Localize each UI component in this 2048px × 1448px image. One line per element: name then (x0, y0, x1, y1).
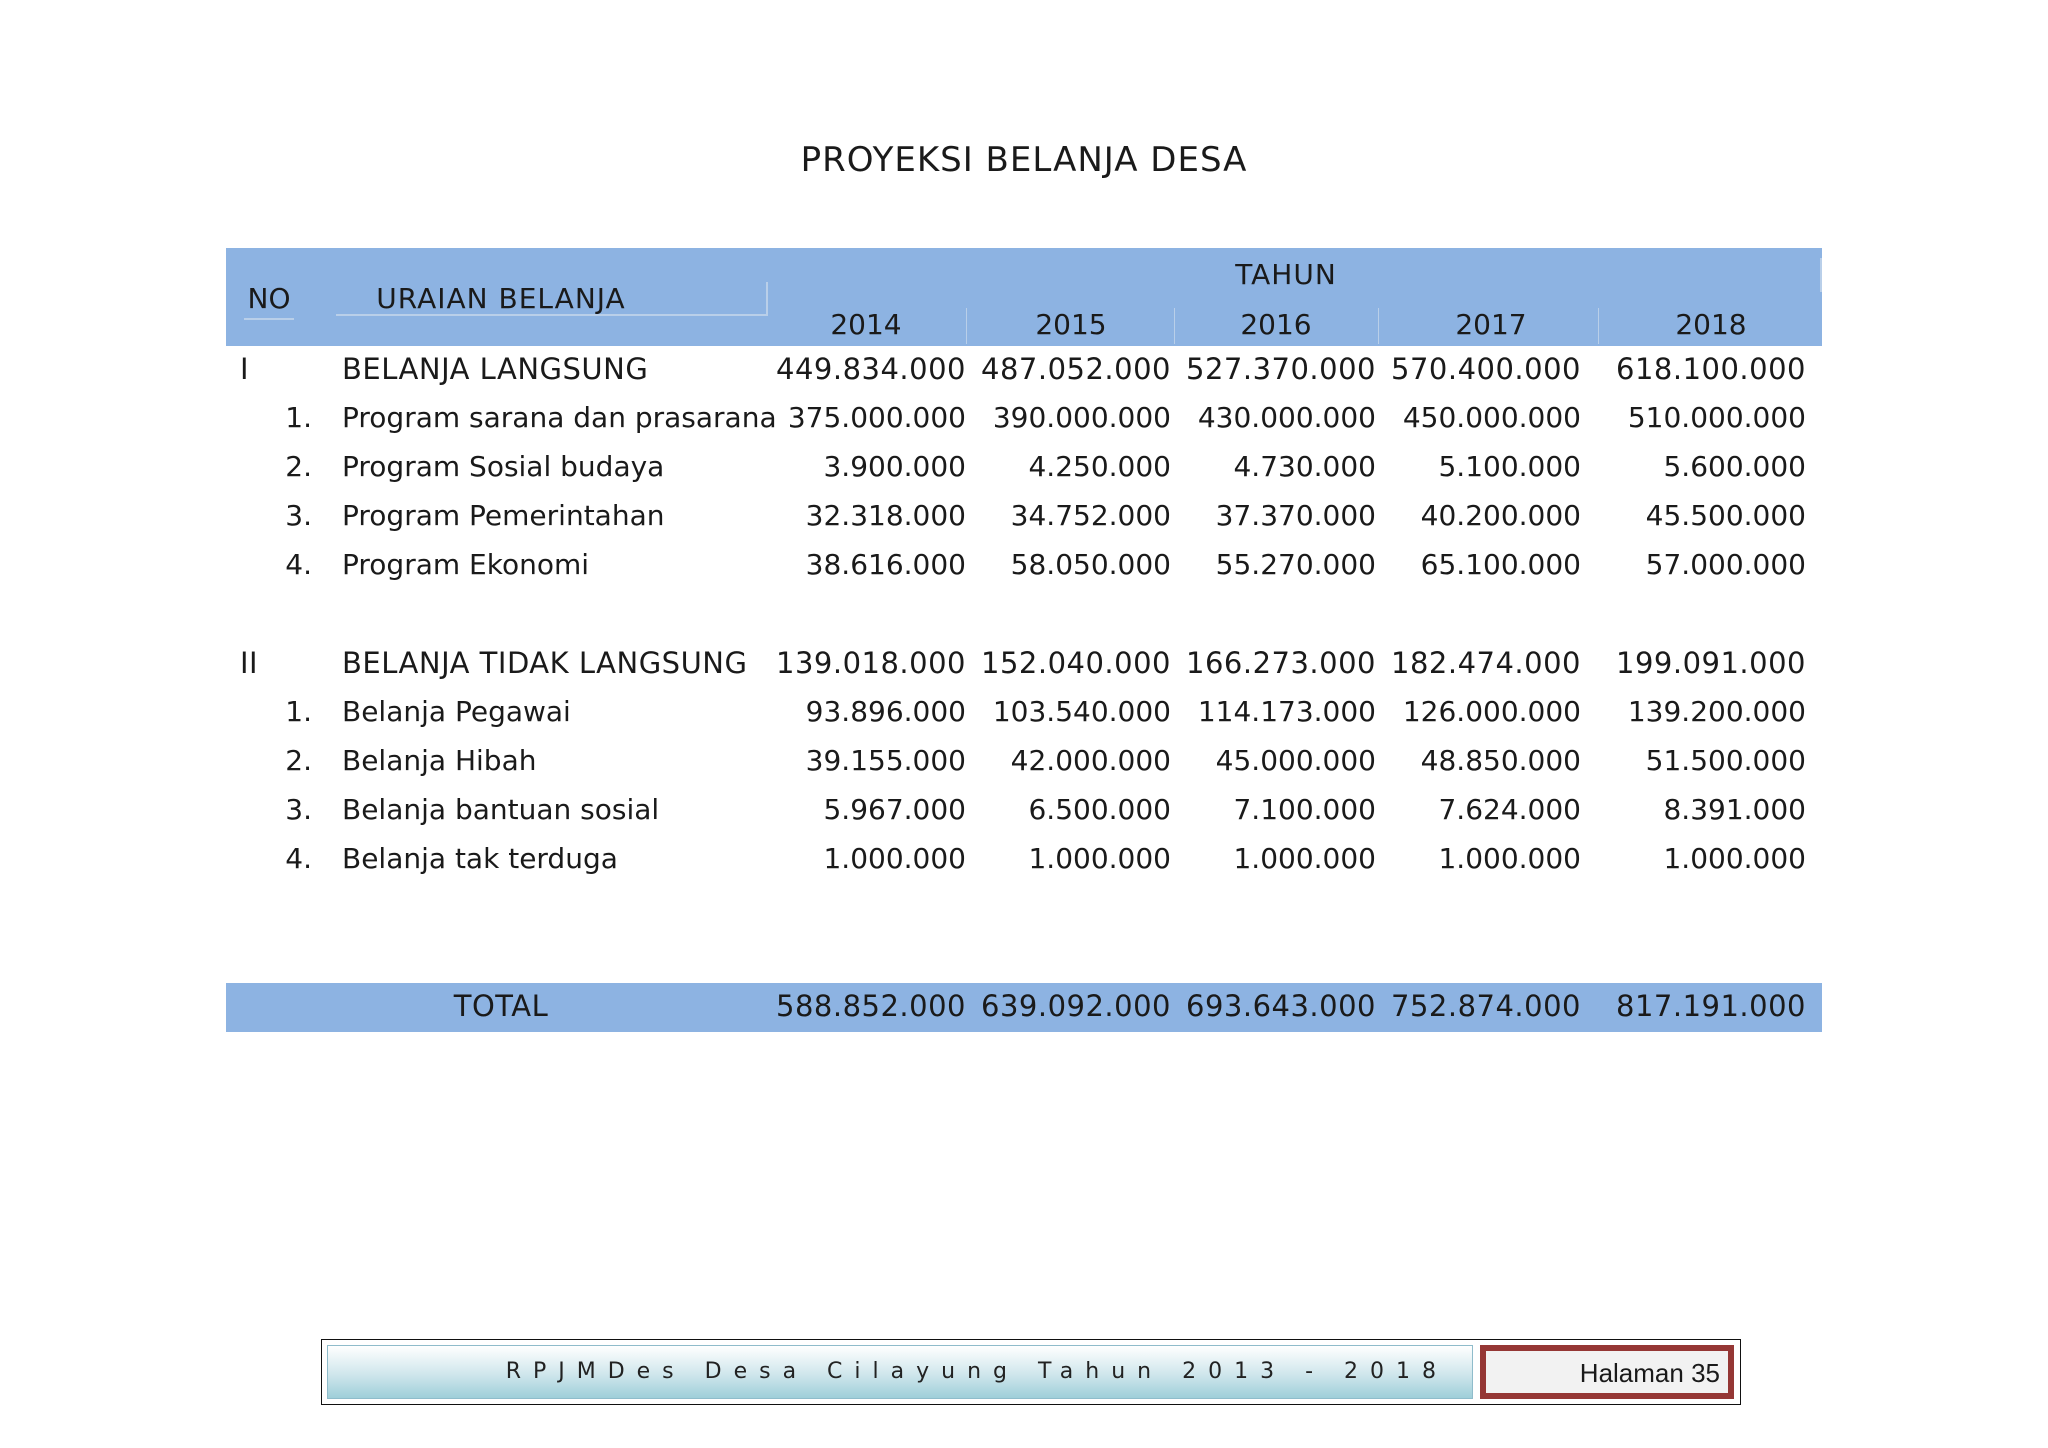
table-row-section (226, 640, 1822, 689)
row-value: 57.000.000 (1645, 548, 1806, 581)
row-label: Program Ekonomi (342, 548, 590, 581)
header-year: 2016 (1240, 308, 1312, 341)
row-value: 103.540.000 (992, 695, 1171, 728)
table-row (226, 689, 1822, 738)
table-row (226, 836, 1822, 885)
total-value: 817.191.000 (1616, 989, 1806, 1023)
total-value: 639.092.000 (981, 989, 1171, 1023)
row-value: 93.896.000 (805, 695, 966, 728)
row-no: II (240, 646, 259, 680)
table-row (226, 542, 1822, 591)
row-value: 199.091.000 (1616, 646, 1806, 680)
header-uraian: URAIAN BELANJA (376, 282, 626, 315)
budget-table (226, 248, 1822, 1032)
row-spacer (226, 591, 1822, 640)
table-row-section (226, 346, 1822, 395)
row-no: 4. (285, 842, 312, 875)
total-value: 693.643.000 (1186, 989, 1376, 1023)
page-footer (321, 1339, 1741, 1405)
row-value: 1.000.000 (1663, 842, 1806, 875)
row-no: 1. (285, 401, 312, 434)
footer-text: RPJMDes Desa Cilayung Tahun 2013 - 2018 (505, 1359, 1448, 1384)
page-number-box (1480, 1345, 1734, 1399)
row-value: 487.052.000 (981, 352, 1171, 386)
row-value: 570.400.000 (1391, 352, 1581, 386)
row-value: 430.000.000 (1197, 401, 1376, 434)
row-label: BELANJA LANGSUNG (342, 352, 649, 386)
row-value: 5.100.000 (1438, 450, 1581, 483)
row-value: 51.500.000 (1645, 744, 1806, 777)
row-value: 4.250.000 (1028, 450, 1171, 483)
row-spacer (226, 885, 1822, 983)
row-value: 5.967.000 (823, 793, 966, 826)
header-no: NO (247, 282, 291, 315)
row-value: 6.500.000 (1028, 793, 1171, 826)
row-no: 3. (285, 793, 312, 826)
row-value: 152.040.000 (981, 646, 1171, 680)
row-value: 42.000.000 (1010, 744, 1171, 777)
row-value: 8.391.000 (1663, 793, 1806, 826)
row-value: 1.000.000 (1028, 842, 1171, 875)
row-value: 34.752.000 (1010, 499, 1171, 532)
page-number: Halaman 35 (1579, 1358, 1720, 1388)
row-value: 139.018.000 (776, 646, 966, 680)
total-label: TOTAL (453, 989, 549, 1023)
table-row (226, 738, 1822, 787)
row-value: 5.600.000 (1663, 450, 1806, 483)
row-no: I (240, 352, 250, 386)
row-value: 166.273.000 (1186, 646, 1376, 680)
row-no: 1. (285, 695, 312, 728)
page-title: PROYEKSI BELANJA DESA (800, 140, 1248, 180)
row-value: 618.100.000 (1616, 352, 1806, 386)
row-value: 139.200.000 (1627, 695, 1806, 728)
header-year: 2018 (1675, 308, 1747, 341)
row-value: 1.000.000 (823, 842, 966, 875)
row-label: Belanja Pegawai (342, 695, 571, 728)
row-value: 7.624.000 (1438, 793, 1581, 826)
row-value: 39.155.000 (805, 744, 966, 777)
table-row (226, 444, 1822, 493)
table-row (226, 493, 1822, 542)
row-label: Belanja Hibah (342, 744, 537, 777)
row-value: 45.500.000 (1645, 499, 1806, 532)
row-value: 48.850.000 (1420, 744, 1581, 777)
table-header (226, 248, 1822, 346)
row-label: Program Sosial budaya (342, 450, 665, 483)
row-value: 182.474.000 (1391, 646, 1581, 680)
row-label: Belanja tak terduga (342, 842, 618, 875)
row-value: 38.616.000 (805, 548, 966, 581)
row-value: 7.100.000 (1233, 793, 1376, 826)
row-no: 3. (285, 499, 312, 532)
row-value: 65.100.000 (1420, 548, 1581, 581)
row-label: Belanja bantuan sosial (342, 793, 660, 826)
row-no: 2. (285, 450, 312, 483)
header-tahun: TAHUN (1235, 258, 1337, 291)
row-label: Program Pemerintahan (342, 499, 665, 532)
row-value: 510.000.000 (1627, 401, 1806, 434)
table-row (226, 395, 1822, 444)
table-row (226, 787, 1822, 836)
row-value: 58.050.000 (1010, 548, 1171, 581)
row-value: 114.173.000 (1197, 695, 1376, 728)
row-no: 4. (285, 548, 312, 581)
total-value: 752.874.000 (1391, 989, 1581, 1023)
row-value: 1.000.000 (1233, 842, 1376, 875)
row-value: 32.318.000 (805, 499, 966, 532)
row-label: BELANJA TIDAK LANGSUNG (342, 646, 748, 680)
row-no: 2. (285, 744, 312, 777)
header-years (766, 302, 1822, 346)
row-value: 126.000.000 (1402, 695, 1581, 728)
total-row (226, 983, 1822, 1032)
row-value: 45.000.000 (1215, 744, 1376, 777)
row-value: 375.000.000 (787, 401, 966, 434)
row-value: 4.730.000 (1233, 450, 1376, 483)
row-value: 527.370.000 (1186, 352, 1376, 386)
total-value: 588.852.000 (776, 989, 966, 1023)
header-year: 2015 (1035, 308, 1107, 341)
footer-banner (327, 1345, 1473, 1399)
row-label: Program sarana dan prasarana (342, 401, 777, 434)
header-year: 2014 (830, 308, 902, 341)
row-value: 55.270.000 (1215, 548, 1376, 581)
row-value: 450.000.000 (1402, 401, 1581, 434)
row-value: 37.370.000 (1215, 499, 1376, 532)
row-value: 3.900.000 (823, 450, 966, 483)
header-year: 2017 (1455, 308, 1527, 341)
row-value: 449.834.000 (776, 352, 966, 386)
row-value: 40.200.000 (1420, 499, 1581, 532)
row-value: 390.000.000 (992, 401, 1171, 434)
row-value: 1.000.000 (1438, 842, 1581, 875)
